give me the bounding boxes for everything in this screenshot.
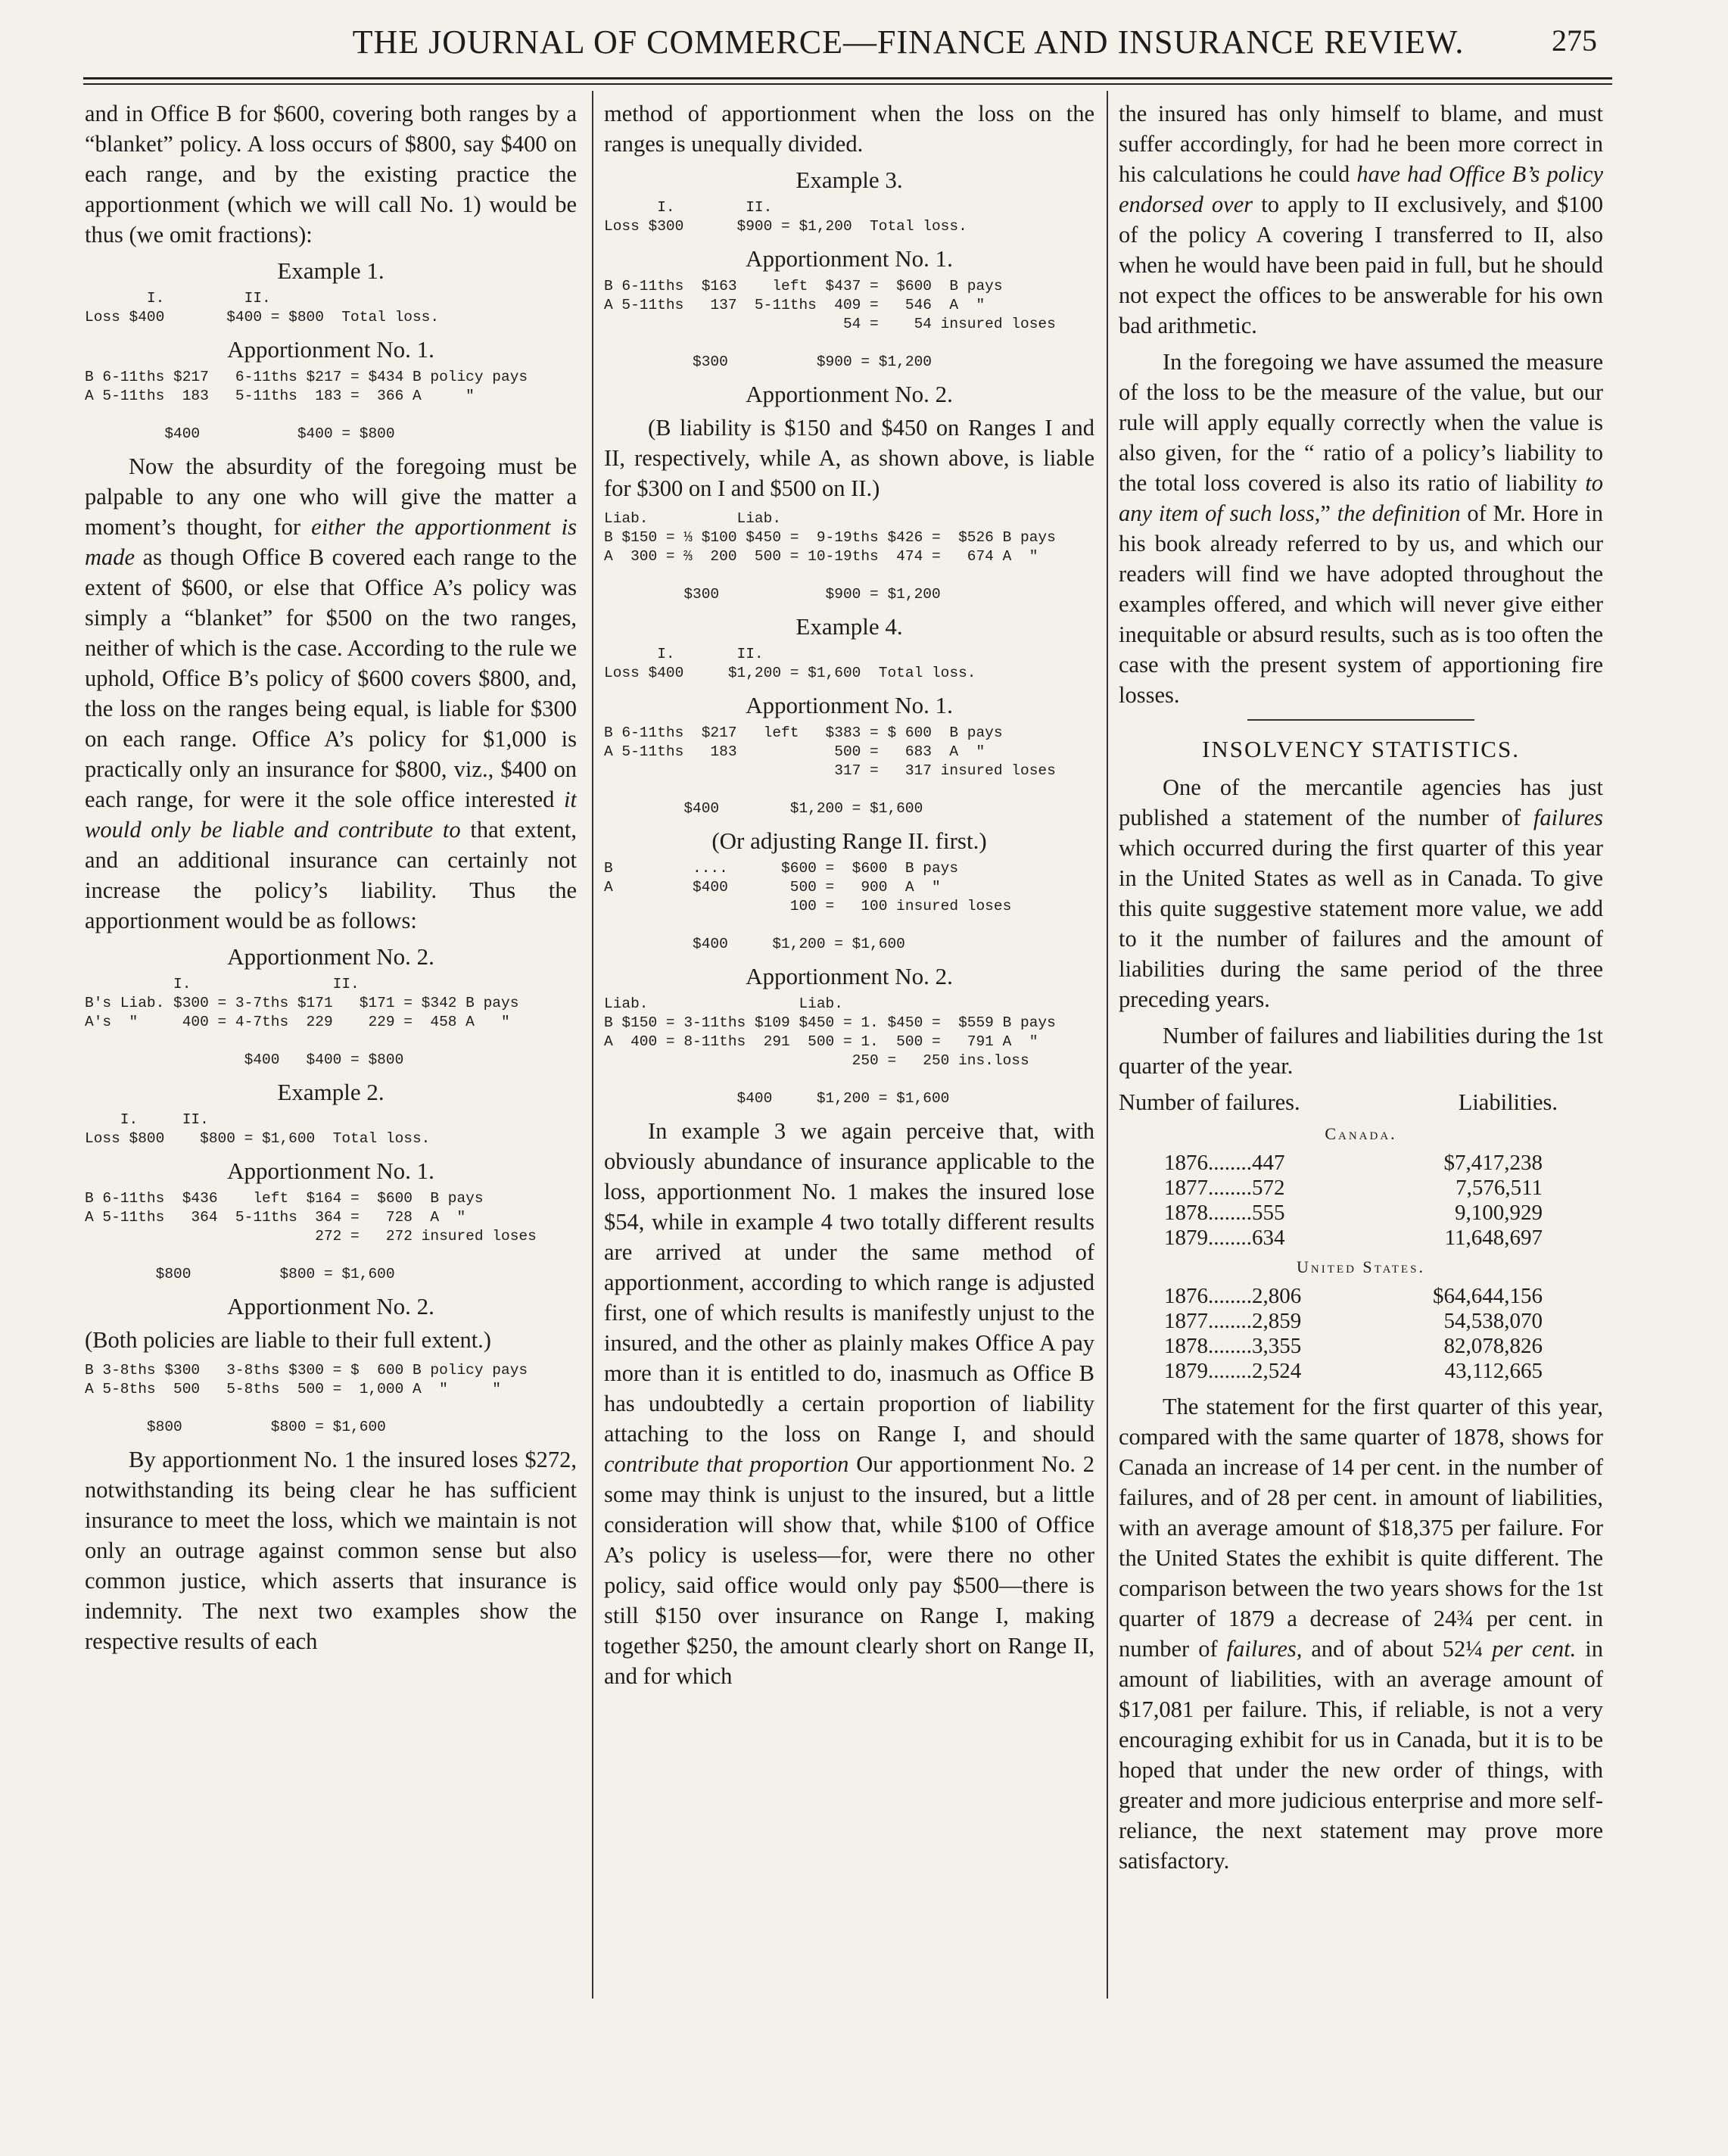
col3-paragraph-3: One of the mercantile agencies has just published a statement of the number of failures which occurred during the first quarter of this year in the United States as well as in Canada. To give this quite suggestive statement more value, we add to it the number of failures and the amount of liabilities during the same period of the three preceding years. (1119, 774, 1603, 1012)
example-4-apportionment-2-table: Liab. Liab. B $150 = 3-11ths $109 $450 = 1. $450 = $559 B pays A 400 = 8-11ths 291 500 = 1. 500 = 791 A " 250 = 250 ins.loss $400 $1,200 = $1,600 (604, 995, 1056, 1107)
stats-row (1119, 1309, 1603, 1334)
leader-dots: ........ (1208, 1226, 1252, 1250)
example-2-table: I. II. Loss $800 $800 = $1,600 Total loss. (85, 1111, 431, 1147)
stats-liabilities: $64,644,156 (1433, 1284, 1543, 1308)
example-4-table: I. II. Loss $400 $1,200 = $1,600 Total loss. (604, 646, 976, 681)
stats-row (1119, 1359, 1603, 1384)
section-divider (1247, 719, 1474, 721)
example-3-title: Example 3. (796, 167, 903, 193)
stats-row (1119, 1151, 1603, 1176)
stats-year: 1879 (1164, 1359, 1208, 1383)
example-2-apportionment-2-title: Apportionment No. 2. (227, 1293, 434, 1319)
example-1-apportionment-2-title: Apportionment No. 2. (227, 943, 434, 970)
stats-row (1119, 1201, 1603, 1226)
example-2-apportionment-2-note: (Both policies are liable to their full extent.) (85, 1327, 491, 1353)
stats-year: 1876 (1164, 1284, 1208, 1308)
col1-paragraph-2: Now the absurdity of the foregoing must be palpable to any one who will give the matter a moment’s thought, for either the apportionment is made as though Office B covered each range to the extent of $600, or else that Office A’s policy was simply a “blanket” for $500 on the two ranges, neither of which is the case. According to the rule we uphold, Office B’s policy of $600 covers $800, and, the loss on the ranges being equal, is liable for $300 on each range. Office A’s policy for $1,000 is practically only an insurance for $800, viz., $400 on each range, for were it the sole office interested it would only be liable and contribute to that extent, and an additional insurance can certainly not increase the policy’s liability. Thus the apportionment would be as follows: (85, 453, 577, 933)
stats-year-failures (1164, 1359, 1301, 1384)
stats-row (1119, 1226, 1603, 1251)
col1-paragraph-3: By apportionment No. 1 the insured loses $272, notwithstanding its being clear he has sufficient insurance to meet the loss, which we maintain is not only an outrage against common sense but also common justice, which asserts that insurance is indemnity. The next two examples show the respective results of each (85, 1447, 577, 1654)
leader-dots: ........ (1208, 1309, 1252, 1333)
example-3-apportionment-2-table: Liab. Liab. B $150 = ⅓ $100 $450 = 9-19ths $426 = $526 B pays A 300 = ⅔ 200 500 = 10-19ths 474 = 674 A " $300 $900 = $1,200 (604, 510, 1056, 603)
example-3-apportionment-1-table: B 6-11ths $163 left $437 = $600 B pays A 5-11ths 137 5-11ths 409 = 546 A " 54 = 54 insured loses $300 $900 = $1,200 (604, 278, 1056, 370)
col3-paragraph-4: Number of failures and liabilities during the 1st quarter of the year. (1119, 1023, 1603, 1079)
col3-paragraph-1: the insured has only himself to blame, and must suffer accordingly, for had he been more correct in his calculations he could have had Office B’s policy endorsed over to apply to II exclusively, and $100 of the policy A covering I transferred to II, also when he would have been paid in full, but he should not expect the offices to be answerable for his own bad arithmetic. (1119, 101, 1603, 338)
example-1-table: I. II. Loss $400 $400 = $800 Total loss. (85, 290, 440, 326)
stats-liabilities: 9,100,929 (1455, 1201, 1543, 1225)
stats-table-header (1119, 1087, 1603, 1117)
example-2-apportionment-1-table: B 6-11ths $436 left $164 = $600 B pays A 5-11ths 364 5-11ths 364 = 728 A " 272 = 272 insured loses $800 $800 = $1,600 (85, 1190, 537, 1282)
col3-paragraph-2: In the foregoing we have assumed the measure of the loss to be the measure of the value, but our rule will apply equally correctly when the value is also given, for the “ ratio of a policy’s liability to the total loss covered is also its ratio of liability to any item of such loss,” the definition of Mr. Hore in his book already referred to by us, and which our readers will find we have adopted throughout the examples offered, and which will never give either inequitable or absurd results, such as is too often the case with the present system of apportioning fire losses. (1119, 349, 1603, 708)
column-1 (85, 98, 577, 2021)
example-3-apportionment-1-title: Apportionment No. 1. (746, 245, 953, 272)
stats-liabilities: $7,417,238 (1443, 1151, 1543, 1175)
stats-region-canada: Canada. (1325, 1124, 1397, 1143)
stats-failures: 2,806 (1252, 1284, 1302, 1308)
leader-dots: ........ (1208, 1201, 1252, 1225)
stats-year: 1877 (1164, 1309, 1208, 1333)
col2-paragraph-1: method of apportionment when the loss on the ranges is unequally divided. (604, 101, 1094, 157)
stats-failures: 447 (1252, 1151, 1285, 1175)
leader-dots: ........ (1208, 1151, 1252, 1175)
example-1-apportionment-1-table: B 6-11ths $217 6-11ths $217 = $434 B policy pays A 5-11ths 183 5-11ths 183 = 366 A " $400 $400 = $800 (85, 369, 528, 442)
example-1-apportionment-1-title: Apportionment No. 1. (227, 336, 434, 363)
stats-region-united-states: United States. (1297, 1257, 1425, 1276)
stats-liabilities: 7,576,511 (1456, 1176, 1543, 1200)
stats-failures: 2,859 (1252, 1309, 1302, 1333)
example-2-apportionment-2-table: B 3-8ths $300 3-8ths $300 = $ 600 B policy pays A 5-8ths 500 5-8ths 500 = 1,000 A " " $800 $800 = $1,600 (85, 1362, 528, 1435)
stats-failures: 572 (1252, 1176, 1285, 1200)
stats-year-failures (1164, 1226, 1285, 1251)
stats-year: 1878 (1164, 1334, 1208, 1358)
section-title-insolvency-statistics: INSOLVENCY STATISTICS. (1202, 736, 1520, 762)
stats-year-failures (1164, 1176, 1285, 1201)
example-1-title: Example 1. (277, 257, 385, 284)
header-rule-bottom (83, 83, 1612, 85)
stats-year: 1878 (1164, 1201, 1208, 1225)
running-head (83, 23, 1597, 68)
col1-paragraph-1: and in Office B for $600, covering both ranges by a “blanket” policy. A loss occurs of $800, say $400 on each range, and by the existing practice the apportionment (which we will call No. 1) would be thus (we omit fractions): (85, 101, 577, 248)
stats-row (1119, 1334, 1603, 1359)
example-3-apportionment-2-title: Apportionment No. 2. (746, 381, 953, 407)
column-rule-2 (1107, 91, 1108, 1999)
example-1-apportionment-2-table: I. II. B's Liab. $300 = 3-7ths $171 $171 = $342 B pays A's " 400 = 4-7ths 229 229 = 458 A " $400 $400 = $800 (85, 976, 519, 1068)
example-2-title: Example 2. (277, 1079, 385, 1105)
column-rule-1 (592, 91, 593, 1999)
stats-year-failures (1164, 1284, 1301, 1309)
example-4-alternate-table: B .... $600 = $600 B pays A $400 500 = 900 A " 100 = 100 insured loses $400 $1,200 = $1,600 (604, 860, 1012, 952)
page-number: 275 (1552, 23, 1597, 58)
stats-year-failures (1164, 1151, 1285, 1176)
stats-failures: 2,524 (1252, 1359, 1302, 1383)
leader-dots: ........ (1208, 1284, 1252, 1308)
example-4-apportionment-1-table: B 6-11ths $217 left $383 = $ 600 B pays A 5-11ths 183 500 = 683 A " 317 = 317 insured loses $400 $1,200 = $1,600 (604, 724, 1056, 817)
leader-dots: ........ (1208, 1359, 1252, 1383)
stats-liabilities: 43,112,665 (1444, 1359, 1543, 1383)
stats-canada-rows (1119, 1151, 1603, 1251)
stats-header-failures: Number of failures. (1119, 1089, 1300, 1115)
stats-year-failures (1164, 1201, 1285, 1226)
example-4-apportionment-1-title: Apportionment No. 1. (746, 692, 953, 718)
stats-row (1119, 1284, 1603, 1309)
header-rule-top (83, 77, 1612, 79)
stats-year: 1879 (1164, 1226, 1208, 1250)
running-title: THE JOURNAL OF COMMERCE—FINANCE AND INSURANCE REVIEW. (352, 23, 1465, 61)
example-3-apportionment-2-note: (B liability is $150 and $450 on Ranges I and II, respectively, while A, as shown above, is liable for $300 on I and $500 on II.) (604, 415, 1094, 501)
example-4-apportionment-2-title: Apportionment No. 2. (746, 963, 953, 989)
column-2 (604, 98, 1094, 2021)
stats-year-failures (1164, 1309, 1301, 1334)
leader-dots: ........ (1208, 1334, 1252, 1358)
stats-liabilities: 82,078,826 (1443, 1334, 1543, 1358)
stats-year: 1876 (1164, 1151, 1208, 1175)
example-3-table: I. II. Loss $300 $900 = $1,200 Total loss. (604, 199, 967, 235)
col3-paragraph-5: The statement for the first quarter of this year, compared with the same quarter of 1878, shows for Canada an increase of 14 per cent. in the number of failures, and of 28 per cent. in amount of liabilities, with an average amount of $18,375 per failure. For the United States the exhibit is quite different. The comparison between the two years shows for the 1st quarter of 1879 a decrease of 24¾ per cent. in number of failures, and of about 52¼ per cent. in amount of liabilities, with an average amount of $17,081 per failure. This, if reliable, is not a very encouraging exhibit for us in Canada, but it is to be hoped that under the new order of things, with greater and more judicious enterprise and more self-reliance, the next statement may prove more satisfactory. (1119, 1394, 1603, 1874)
stats-row (1119, 1176, 1603, 1201)
stats-failures: 555 (1252, 1201, 1285, 1225)
stats-us-rows (1119, 1284, 1603, 1384)
stats-year: 1877 (1164, 1176, 1208, 1200)
stats-failures: 3,355 (1252, 1334, 1302, 1358)
example-4-alternate-title: (Or adjusting Range II. first.) (711, 827, 987, 854)
example-2-apportionment-1-title: Apportionment No. 1. (227, 1157, 434, 1184)
stats-header-liabilities: Liabilities. (1458, 1089, 1558, 1115)
leader-dots: ........ (1208, 1176, 1252, 1200)
stats-liabilities: 11,648,697 (1444, 1226, 1543, 1250)
example-4-title: Example 4. (796, 613, 903, 640)
column-3 (1119, 98, 1603, 2021)
stats-liabilities: 54,538,070 (1443, 1309, 1543, 1333)
stats-year-failures (1164, 1334, 1301, 1359)
col2-paragraph-2: In example 3 we again perceive that, with obviously abundance of insurance applicable to the loss, apportionment No. 1 makes the insured lose $54, while in example 4 two totally different results are arrived at under the same method of apportionment, according to which range is adjusted first, one of which results is manifestly unjust to the insured, and the other as plainly makes Office A pay more than it is entitled to do, inasmuch as Office B has undoubtedly a certain proportion of liability attaching to the loss on Range I, and should contribute that proportion Our apportionment No. 2 some may think is unjust to the insured, but a little consideration will show that, while $100 of Office A’s policy is useless—for, were there no other policy, said office would only pay $500—there is still $150 over insurance on Range I, making together $250, the amount clearly short on Range II, and for which (604, 1118, 1094, 1689)
stats-failures: 634 (1252, 1226, 1285, 1250)
